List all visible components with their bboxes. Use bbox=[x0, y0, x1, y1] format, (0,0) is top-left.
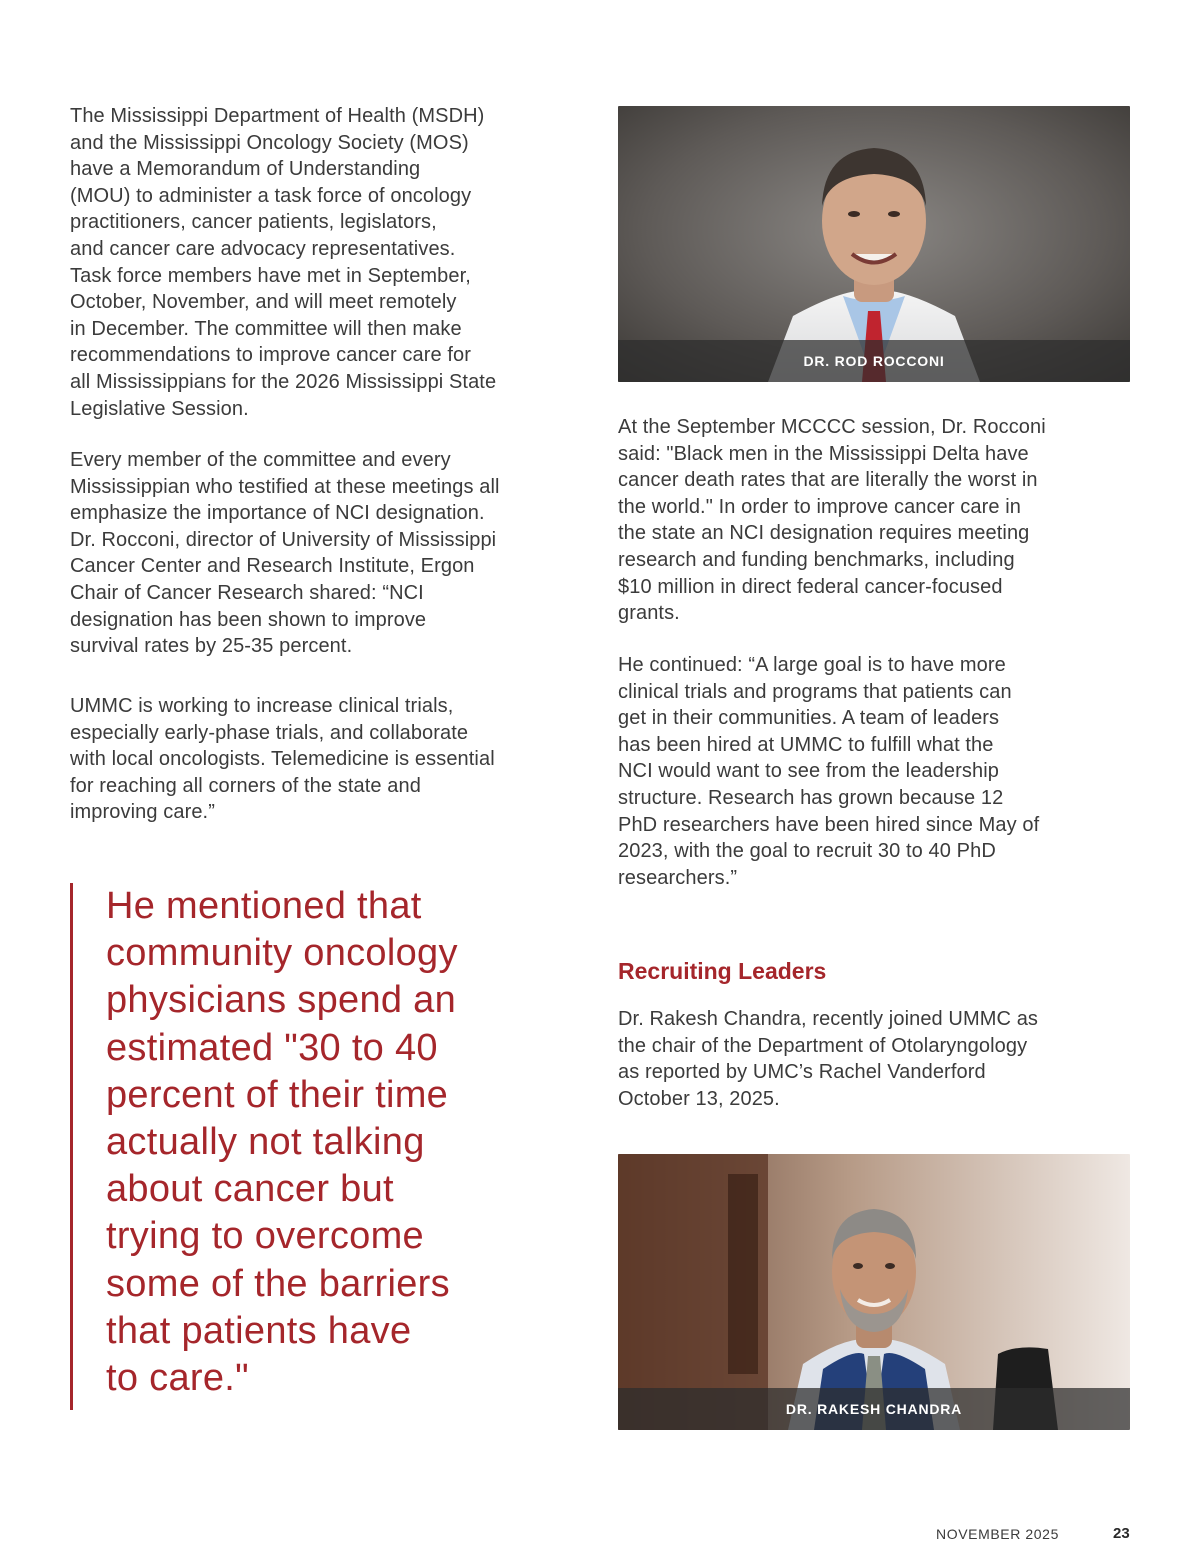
clinical-trials-paragraph: UMMC is working to increase clinical trials, especially early-phase trials, and collaborate with local oncologists. Telemedicine is essential for reaching all corners of the state and improving care.” bbox=[70, 695, 495, 824]
rocconi-quote-paragraph: At the September MCCCC session, Dr. Rocconi said: "Black men in the Mississippi Delta have cancer death rates that are literally the worst in the world." In order to improve cancer care in the state an NCI designation requires meeting research and funding benchmarks, including $10 million in direct federal cancer-focused grants. bbox=[618, 416, 1046, 625]
pull-quote-text: He mentioned that community oncology physicians spend an estimated "30 to 40 percent of their time actually not talking about cancer but trying to overcome some of the barriers that patients have to care." bbox=[106, 885, 458, 1400]
photo-caption-chandra: DR. RAKESH CHANDRA bbox=[618, 1388, 1130, 1430]
section-heading-recruiting-leaders: Recruiting Leaders bbox=[618, 958, 827, 984]
continued-quote-paragraph: He continued: “A large goal is to have more clinical trials and programs that patients can get in their communities. A team of leaders has been hired at UMMC to fulfill what the NCI would want to see from the leadership structure. Research has grown because 12 PhD researchers have been hired since May of 2023, with the goal to recruit 30 to 40 PhD researchers.” bbox=[618, 654, 1040, 889]
page-number: 23 bbox=[1113, 1525, 1130, 1542]
photo-caption-rocconi: DR. ROD ROCCONI bbox=[618, 340, 1130, 382]
photo-rod-rocconi bbox=[618, 106, 1130, 382]
footer-issue-date: NOVEMBER 2025 bbox=[936, 1526, 1059, 1542]
pull-quote bbox=[70, 883, 543, 1410]
nci-designation-paragraph: Every member of the committee and every Mississippian who testified at these meetings all emphasize the importance of NCI designation. Dr. Rocconi, director of University of Mississippi Cancer Center and Research Institute, Ergon Chair of Cancer Research shared: “NCI designation has been shown to improve survival rates by 25-35 percent. bbox=[70, 449, 500, 658]
intro-paragraph: The Mississippi Department of Health (MSDH) and the Mississippi Oncology Society (MOS) have a Memorandum of Understanding (MOU) to administer a task force of oncology practitioners, cancer patients, legislators, and cancer care advocacy representatives. Task force members have met in September, October, November, and will meet remotely in December. The committee will then make recommendations to improve cancer care for all Mississippians for the 2026 Mississippi State Legislative Session. bbox=[70, 105, 497, 420]
photo-rakesh-chandra bbox=[618, 1154, 1130, 1430]
chandra-paragraph: Dr. Rakesh Chandra, recently joined UMMC as the chair of the Department of Otolaryngology as reported by UMC’s Rachel Vanderford October 13, 2025. bbox=[618, 1008, 1039, 1110]
